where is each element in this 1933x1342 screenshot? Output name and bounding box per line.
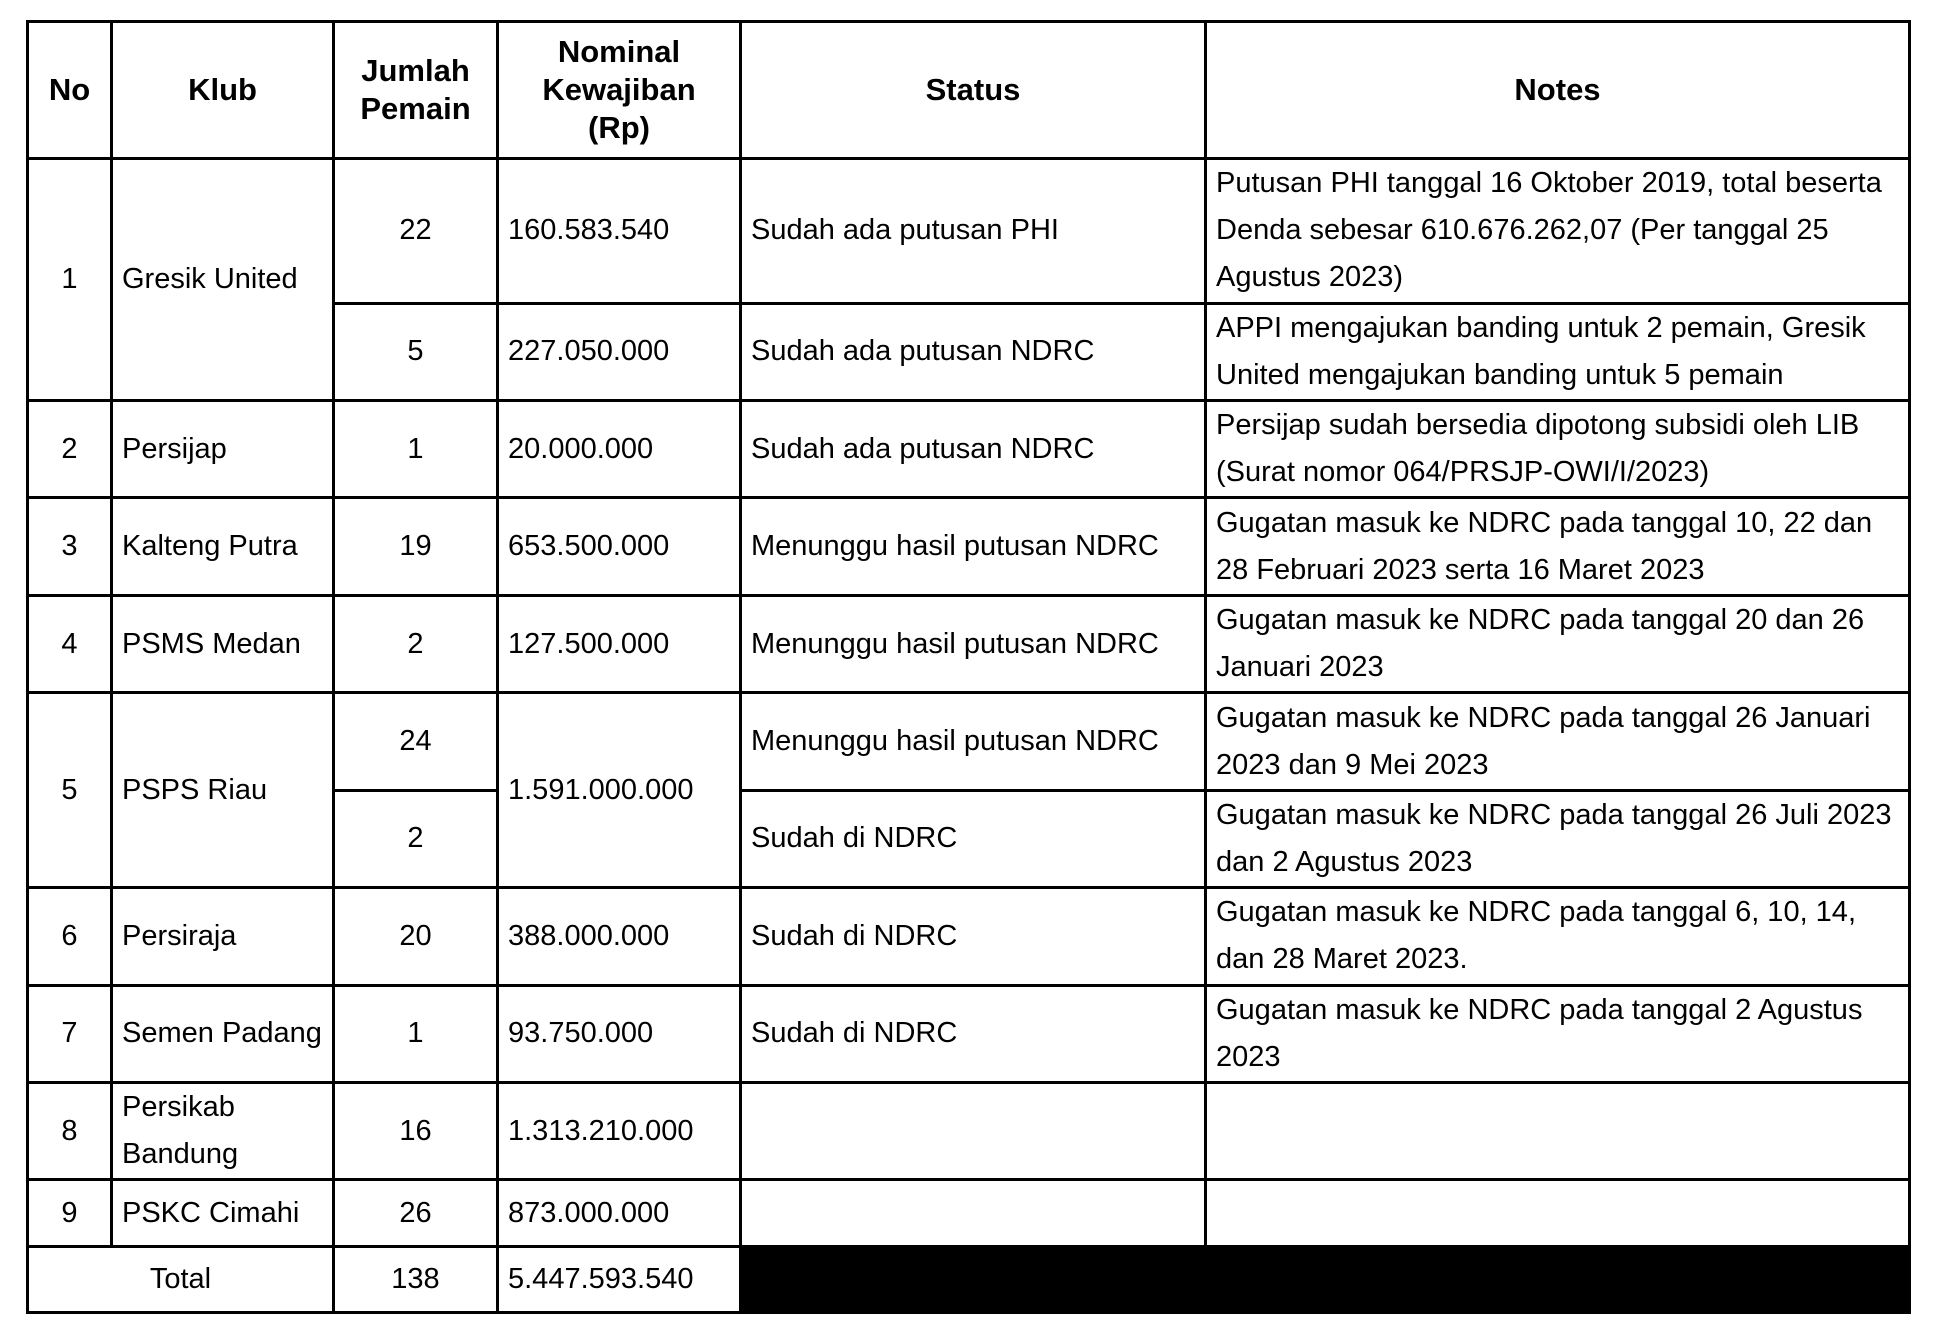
table-row xyxy=(28,985,1910,1082)
cell-players: 22 xyxy=(334,159,498,304)
header-no: No xyxy=(28,22,112,159)
cell-no: 5 xyxy=(28,693,112,888)
cell-notes: Gugatan masuk ke NDRC pada tanggal 6, 10, 14, dan 28 Maret 2023. xyxy=(1206,888,1910,985)
cell-nominal: 873.000.000 xyxy=(498,1180,741,1246)
header-nominal-line3: (Rp) xyxy=(588,110,650,145)
cell-club: PSKC Cimahi xyxy=(112,1180,334,1246)
cell-club: Persijap xyxy=(112,401,334,498)
total-nominal: 5.447.593.540 xyxy=(498,1246,741,1312)
cell-players: 2 xyxy=(334,790,498,887)
cell-players: 1 xyxy=(334,401,498,498)
cell-club: Persiraja xyxy=(112,888,334,985)
cell-status: Sudah ada putusan PHI xyxy=(741,159,1206,304)
header-players xyxy=(334,22,498,159)
total-label: Total xyxy=(28,1246,334,1312)
cell-status: Menunggu hasil putusan NDRC xyxy=(741,595,1206,692)
cell-nominal: 127.500.000 xyxy=(498,595,741,692)
table-row xyxy=(28,498,1910,595)
cell-notes xyxy=(1206,1083,1910,1180)
cell-notes: Gugatan masuk ke NDRC pada tanggal 10, 22 dan 28 Februari 2023 serta 16 Maret 2023 xyxy=(1206,498,1910,595)
table-row xyxy=(28,1083,1910,1180)
header-players-line1: Jumlah xyxy=(361,53,470,88)
cell-players: 2 xyxy=(334,595,498,692)
cell-notes: APPI mengajukan banding untuk 2 pemain, Gresik United mengajukan banding untuk 5 pemain xyxy=(1206,303,1910,400)
cell-players: 5 xyxy=(334,303,498,400)
cell-status: Sudah di NDRC xyxy=(741,888,1206,985)
cell-no: 3 xyxy=(28,498,112,595)
table-row xyxy=(28,888,1910,985)
cell-club: Semen Padang xyxy=(112,985,334,1082)
cell-notes: Gugatan masuk ke NDRC pada tanggal 26 Juli 2023 dan 2 Agustus 2023 xyxy=(1206,790,1910,887)
cell-notes xyxy=(1206,1180,1910,1246)
cell-players: 1 xyxy=(334,985,498,1082)
cell-status: Sudah ada putusan NDRC xyxy=(741,303,1206,400)
cell-notes: Gugatan masuk ke NDRC pada tanggal 2 Agustus 2023 xyxy=(1206,985,1910,1082)
header-row xyxy=(28,22,1910,159)
cell-nominal: 160.583.540 xyxy=(498,159,741,304)
table-row xyxy=(28,693,1910,790)
cell-nominal: 20.000.000 xyxy=(498,401,741,498)
cell-players: 20 xyxy=(334,888,498,985)
cell-nominal: 1.313.210.000 xyxy=(498,1083,741,1180)
total-row xyxy=(28,1246,1910,1312)
cell-notes: Gugatan masuk ke NDRC pada tanggal 26 Januari 2023 dan 9 Mei 2023 xyxy=(1206,693,1910,790)
cell-no: 7 xyxy=(28,985,112,1082)
cell-status xyxy=(741,1180,1206,1246)
cell-players: 19 xyxy=(334,498,498,595)
table-row xyxy=(28,595,1910,692)
cell-notes: Putusan PHI tanggal 16 Oktober 2019, total beserta Denda sebesar 610.676.262,07 (Per tanggal 25 Agustus 2023) xyxy=(1206,159,1910,304)
cell-club: Persikab Bandung xyxy=(112,1083,334,1180)
cell-nominal: 1.591.000.000 xyxy=(498,693,741,888)
header-club: Klub xyxy=(112,22,334,159)
cell-status xyxy=(741,1083,1206,1180)
cell-notes: Persijap sudah bersedia dipotong subsidi oleh LIB (Surat nomor 064/PRSJP-OWI/I/2023) xyxy=(1206,401,1910,498)
total-players: 138 xyxy=(334,1246,498,1312)
table-row xyxy=(28,401,1910,498)
cell-club: PSMS Medan xyxy=(112,595,334,692)
table-row xyxy=(28,1180,1910,1246)
cell-notes: Gugatan masuk ke NDRC pada tanggal 20 dan 26 Januari 2023 xyxy=(1206,595,1910,692)
cell-nominal: 653.500.000 xyxy=(498,498,741,595)
cell-nominal: 388.000.000 xyxy=(498,888,741,985)
cell-club: PSPS Riau xyxy=(112,693,334,888)
cell-status: Menunggu hasil putusan NDRC xyxy=(741,498,1206,595)
header-nominal xyxy=(498,22,741,159)
total-blackout-cell xyxy=(741,1246,1910,1312)
header-status: Status xyxy=(741,22,1206,159)
cell-players: 24 xyxy=(334,693,498,790)
cell-nominal: 227.050.000 xyxy=(498,303,741,400)
cell-status: Sudah di NDRC xyxy=(741,790,1206,887)
header-nominal-line2: Kewajiban xyxy=(542,72,696,107)
cell-no: 8 xyxy=(28,1083,112,1180)
header-nominal-line1: Nominal xyxy=(557,34,681,69)
cell-no: 9 xyxy=(28,1180,112,1246)
cell-status: Sudah di NDRC xyxy=(741,985,1206,1082)
cell-nominal: 93.750.000 xyxy=(498,985,741,1082)
cell-players: 16 xyxy=(334,1083,498,1180)
club-obligations-table xyxy=(26,20,1911,1314)
table-row xyxy=(28,159,1910,304)
cell-no: 2 xyxy=(28,401,112,498)
cell-status: Sudah ada putusan NDRC xyxy=(741,401,1206,498)
cell-status: Menunggu hasil putusan NDRC xyxy=(741,693,1206,790)
cell-players: 26 xyxy=(334,1180,498,1246)
cell-club: Kalteng Putra xyxy=(112,498,334,595)
cell-no: 6 xyxy=(28,888,112,985)
cell-no: 1 xyxy=(28,159,112,401)
cell-no: 4 xyxy=(28,595,112,692)
header-notes: Notes xyxy=(1206,22,1910,159)
cell-club: Gresik United xyxy=(112,159,334,401)
header-players-line2: Pemain xyxy=(360,91,471,126)
